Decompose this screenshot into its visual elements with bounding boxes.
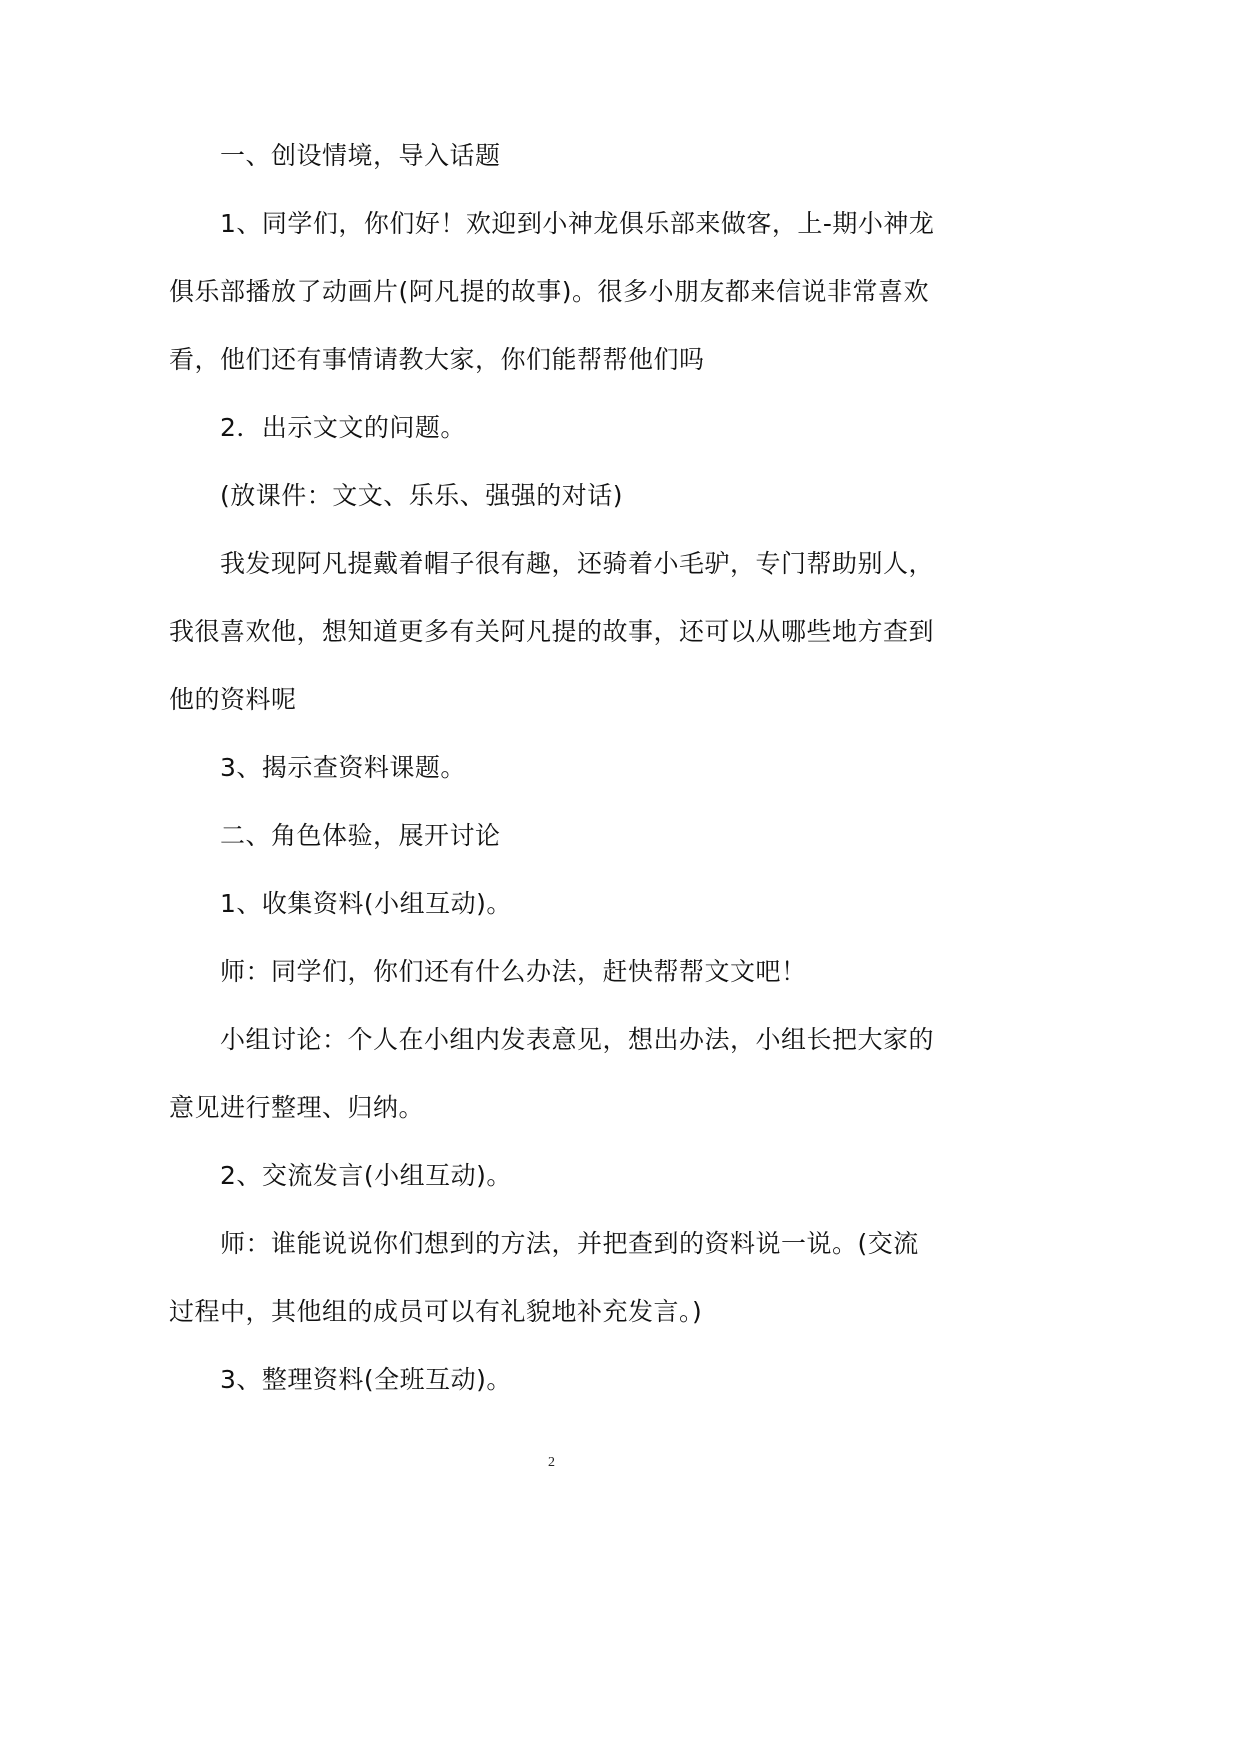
paragraph <box>169 734 955 802</box>
paragraph <box>169 462 955 530</box>
paragraph <box>169 1006 955 1142</box>
paragraph <box>169 1346 955 1414</box>
text-line: 看，他们还有事情请教大家，你们能帮帮他们吗 <box>169 345 705 374</box>
paragraph <box>169 1210 955 1346</box>
text-line: 他的资料呢 <box>169 685 297 714</box>
text-line: (放课件：文文、乐乐、强强的对话) <box>220 481 624 510</box>
text-line: 我很喜欢他，想知道更多有关阿凡提的故事，还可以从哪些地方查到 <box>169 617 935 646</box>
page-number: 2 <box>548 1455 555 1470</box>
paragraph <box>169 394 955 462</box>
text-line: 3、揭示查资料课题。 <box>220 753 466 782</box>
text-line: 意见进行整理、归纳。 <box>169 1093 425 1122</box>
text-line: 过程中，其他组的成员可以有礼貌地补充发言。) <box>169 1297 703 1326</box>
text-line: 师：同学们，你们还有什么办法，赶快帮帮文文吧！ <box>220 957 807 986</box>
text-line: 1、收集资料(小组互动)。 <box>220 889 512 918</box>
text-line: 俱乐部播放了动画片(阿凡提的故事)。很多小朋友都来信说非常喜欢 <box>169 277 930 306</box>
text-line: 2、交流发言(小组互动)。 <box>220 1161 512 1190</box>
paragraph <box>169 802 955 870</box>
paragraph <box>169 938 955 1006</box>
text-line: 我发现阿凡提戴着帽子很有趣，还骑着小毛驴，专门帮助别人， <box>220 549 935 578</box>
text-line: 小组讨论：个人在小组内发表意见，想出办法，小组长把大家的 <box>220 1025 935 1054</box>
text-line: 二、角色体验，展开讨论 <box>220 821 501 850</box>
text-line: 2．出示文文的问题。 <box>220 413 466 442</box>
paragraph <box>169 122 955 190</box>
paragraph <box>169 870 955 938</box>
paragraph <box>169 190 955 394</box>
document-body <box>169 122 955 1414</box>
paragraph <box>169 1142 955 1210</box>
text-line: 3、整理资料(全班互动)。 <box>220 1365 512 1394</box>
text-line: 1、同学们，你们好！欢迎到小神龙俱乐部来做客，上-期小神龙 <box>220 209 935 238</box>
text-line: 一、创设情境，导入话题 <box>220 141 501 170</box>
paragraph <box>169 530 955 734</box>
text-line: 师：谁能说说你们想到的方法，并把查到的资料说一说。(交流 <box>220 1229 919 1258</box>
